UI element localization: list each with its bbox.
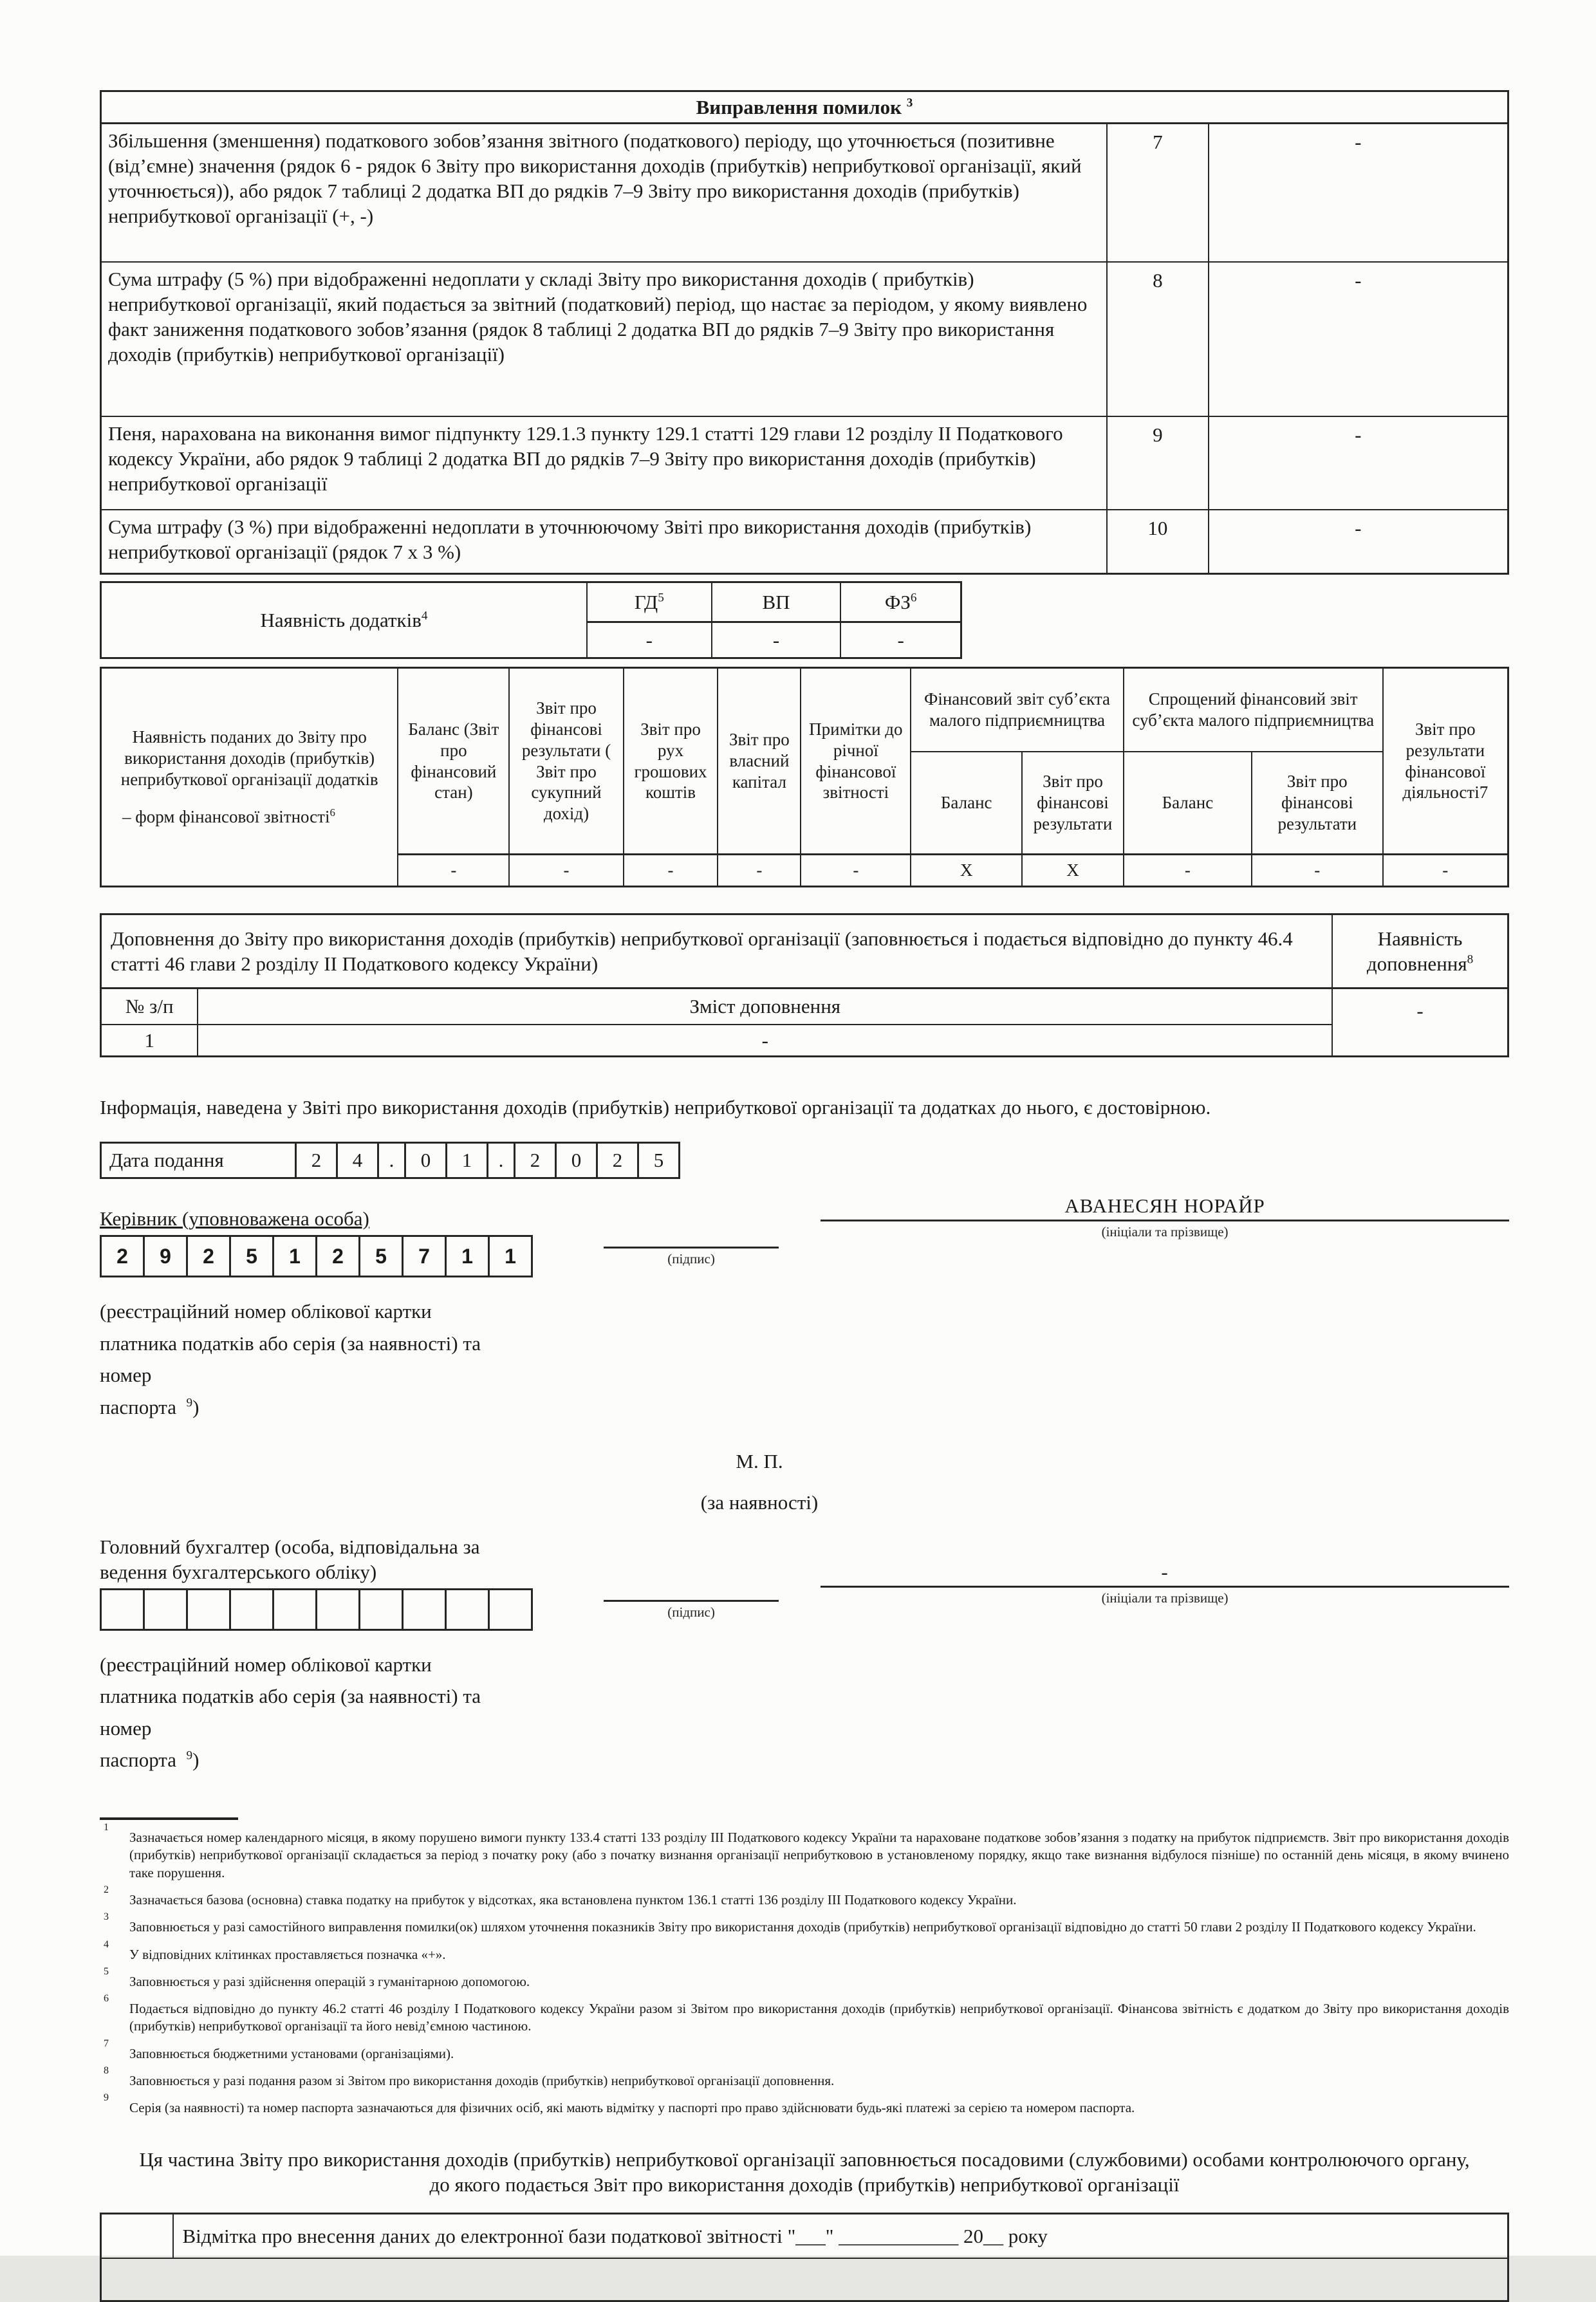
director-tax-id-cells <box>100 1235 533 1277</box>
date-cell: 2 <box>514 1144 555 1177</box>
accountant-signature-row <box>100 1560 1509 1776</box>
supplement-row-content: - <box>198 1025 1332 1057</box>
id-cell: 2 <box>186 1235 231 1277</box>
table-row <box>101 1025 1508 1057</box>
row-10-description: Сума штрафу (3 %) при відображенні недоплати в уточнюючому Звіті про використання доходів (прибутків) неприбуткової організації (рядок 7 х 3 %) <box>101 510 1108 574</box>
fin-value: X <box>1022 855 1124 887</box>
id-cell: 5 <box>229 1235 274 1277</box>
attachment-vp-value: - <box>712 622 841 658</box>
table-row <box>101 416 1508 510</box>
id-cell: 2 <box>100 1235 145 1277</box>
submission-date-label: Дата подання <box>109 1149 224 1172</box>
table-row <box>101 668 1508 752</box>
date-cell: . <box>377 1144 404 1177</box>
table-row <box>101 124 1508 262</box>
supplement-content-header: Зміст доповнення <box>198 989 1332 1025</box>
stamp-label: М. П. <box>736 1450 783 1473</box>
footnote: 5 Заповнюється у разі здійснення операцій з гуманітарною допомогою. <box>104 1965 530 1989</box>
id-cell <box>143 1588 188 1631</box>
id-cell: 7 <box>402 1235 447 1277</box>
row-9-code: 9 <box>1107 416 1208 510</box>
id-cell <box>100 1588 145 1631</box>
id-cell: 1 <box>488 1235 533 1277</box>
table-row <box>101 2258 1508 2301</box>
fin-value: - <box>1383 855 1508 887</box>
accuracy-statement: Інформація, наведена у Звіті про використання доходів (прибутків) неприбуткової організації та додатках до нього, є достовірною. <box>100 1096 1211 1119</box>
attachment-col-vp: ВП <box>712 582 841 622</box>
controlling-authority-note: Ця частина Звіту про використання доходів (прибутків) неприбуткової організації заповнюється посадовими (службовими) особами контролюючого органу, до якого подається Звіт про використання доходів (прибутків) неприбуткової організації <box>139 2148 1470 2196</box>
submission-date-row <box>100 1142 680 1179</box>
row-9-value: - <box>1209 416 1508 510</box>
row-10-value: - <box>1209 510 1508 574</box>
fin-value: - <box>509 855 623 887</box>
date-cell: 4 <box>336 1144 377 1177</box>
footnote: 9 Серія (за наявності) та номер паспорта зазначаються для фізичних осіб, які мають відмітку у паспорті про право здійснювати будь-які платежі за серією та номером паспорта. <box>104 2092 1135 2116</box>
fin-sub-balance-simplified: Баланс <box>1124 752 1252 855</box>
fin-value: X <box>911 855 1022 887</box>
fin-col-cashflow: Звіт про рух грошових коштів <box>624 668 718 855</box>
director-name-field <box>821 1193 1509 1240</box>
row-9-description: Пеня, нарахована на виконання вимог підпункту 129.1.3 пункту 129.1 статті 129 глави 12 розділу ІІ Податкового кодексу України, або рядок 9 таблиці 2 додатка ВП до рядків 7–9 Звіту про використання доходів (прибутків) неприбуткової організації <box>101 416 1108 510</box>
fin-sub-finres-small: Звіт про фінансові результати <box>1022 752 1124 855</box>
date-cell: 0 <box>555 1144 596 1177</box>
accountant-signature-field <box>604 1573 779 1620</box>
date-cell: 2 <box>295 1144 336 1177</box>
signature-caption: (підпис) <box>667 1604 715 1620</box>
corrections-table <box>100 90 1509 575</box>
supplement-description: Доповнення до Звіту про використання доходів (прибутків) неприбуткової організації (заповнюється і подається відповідно до пункту 46.4 статті 46 глави 2 розділу ІІ Податкового кодексу України) <box>101 914 1333 989</box>
id-cell <box>315 1588 360 1631</box>
id-cell <box>358 1588 404 1631</box>
director-id-caption: (реєстраційний номер облікової картки платника податків або серія (за наявності) та номер паспорта $^9$) <box>100 1300 481 1418</box>
table-row <box>101 262 1508 416</box>
director-signature-field <box>604 1220 779 1267</box>
fin-col-equity: Звіт про власний капітал <box>718 668 801 855</box>
fin-value: - <box>801 855 911 887</box>
id-cell <box>229 1588 274 1631</box>
supplement-presence-value: - <box>1332 989 1508 1057</box>
attachment-fz-value: - <box>840 622 961 658</box>
fin-col-balance: Баланс (Звіт про фінансовий стан) <box>398 668 509 855</box>
fin-value: - <box>718 855 801 887</box>
name-caption: (ініціали та прізвище) <box>1101 1590 1229 1606</box>
footnote: 6 Подається відповідно до пункту 46.2 статті 46 розділу І Податкового кодексу України разом зі Звітом про використання доходів (прибутків) неприбуткової організації. Фінансова звітність є додатком до Звіту про використання доходів (прибутків) неприбуткової організації та його невід’ємною частиною. <box>104 1993 1509 2034</box>
footnote: 2 Зазначається базова (основна) ставка податку на прибуток у відсотках, яка встановлена пунктом 136.1 статті 136 розділу ІІІ Податкового кодексу України. <box>104 1884 1017 1908</box>
id-cell: 5 <box>358 1235 404 1277</box>
fin-value: - <box>624 855 718 887</box>
name-caption: (ініціали та прізвище) <box>1101 1224 1229 1240</box>
fin-sub-finres-simplified: Звіт про фінансові результати <box>1252 752 1383 855</box>
fin-value: - <box>1252 855 1383 887</box>
supplement-table <box>100 913 1509 1057</box>
supplement-row-number: 1 <box>101 1025 198 1057</box>
registry-mark-empty-cell <box>101 2258 1508 2301</box>
table-row <box>101 510 1508 574</box>
row-8-value: - <box>1209 262 1508 416</box>
fin-value: - <box>1124 855 1252 887</box>
id-cell <box>272 1588 317 1631</box>
fin-col-finresults: Звіт про фінансові результати ( Звіт про сукупний дохід) <box>509 668 623 855</box>
accountant-id-caption: (реєстраційний номер облікової картки платника податків або серія (за наявності) та номер паспорта $^9$) <box>100 1653 481 1772</box>
attachment-gd-value: - <box>587 622 712 658</box>
accountant-name-field <box>821 1559 1509 1606</box>
attachments-label: Наявність додатків$^4$ <box>101 582 587 658</box>
fin-col-budget-results: Звіт про результати фінансової діяльності7 <box>1383 668 1508 855</box>
accountant-name: - <box>1161 1560 1169 1583</box>
id-cell <box>402 1588 447 1631</box>
id-cell <box>445 1588 490 1631</box>
fin-col-notes: Примітки до річної фінансової звітності <box>801 668 911 855</box>
corrections-title: Виправлення помилок $^3$ <box>101 91 1508 124</box>
date-cell: 5 <box>637 1144 678 1177</box>
table-row <box>101 914 1508 989</box>
footnote: 3 Заповнюється у разі самостійного виправлення помилки(ок) шляхом уточнення показників Звіту про використання доходів (прибутків) неприбуткової організації відповідно до статті 50 глави 2 розділу ІІ Податкового кодексу України. <box>104 1911 1476 1935</box>
footnotes <box>100 1822 1509 2117</box>
date-cell: 0 <box>404 1144 445 1177</box>
id-cell: 1 <box>272 1235 317 1277</box>
id-cell: 1 <box>445 1235 490 1277</box>
footnotes-separator <box>100 1817 238 1820</box>
footnote: 4 У відповідних клітинках проставляється позначка «+». <box>104 1938 446 1962</box>
accountant-title: Головний бухгалтер (особа, відповідальна за ведення бухгалтерського обліку) <box>100 1535 480 1583</box>
fin-forms-row-label: Наявність поданих до Звіту про використання доходів (прибутків) неприбуткової організації додатків – форм фінансової звітності$^6$ <box>101 668 398 887</box>
date-cell: 1 <box>445 1144 487 1177</box>
row-8-code: 8 <box>1107 262 1208 416</box>
id-cell: 9 <box>143 1235 188 1277</box>
attachment-col-gd: $ГД^5$ <box>587 582 712 622</box>
accountant-tax-id-cells <box>100 1588 533 1631</box>
registry-mark-checkbox-cell <box>101 2213 173 2258</box>
id-cell <box>488 1588 533 1631</box>
footnote: 8 Заповнюється у разі подання разом зі Звітом про використання доходів (прибутків) неприбуткової організації доповнення. <box>104 2065 835 2088</box>
table-row <box>101 989 1508 1025</box>
id-cell <box>186 1588 231 1631</box>
fin-group-simplified: Спрощений фінансовий звіт суб’єкта малого підприємництва <box>1124 668 1383 752</box>
registry-mark-label: Відмітка про внесення даних до електронної бази податкової звітності "___" ____________ 20__ року <box>173 2213 1508 2258</box>
financial-forms-table <box>100 667 1509 887</box>
table-row <box>101 2213 1508 2258</box>
row-7-description: Збільшення (зменшення) податкового зобов’язання звітного (податкового) періоду, що уточнюється (позитивне (від’ємне) значення (рядок 6 - рядок 6 Звіту про використання доходів (прибутків) неприбуткової організації, який уточнюється)), або рядок 7 таблиці 2 додатка ВП до рядків 7–9 Звіту про використання доходів (прибутків) неприбуткової організації (+, -) <box>101 124 1108 262</box>
registry-mark-table <box>100 2213 1509 2302</box>
row-10-code: 10 <box>1107 510 1208 574</box>
stamp-placeholder <box>579 1449 940 1514</box>
director-title: Керівник (уповноважена особа) <box>100 1207 369 1230</box>
footnote: 7 Заповнюється бюджетними установами (організаціями). <box>104 2037 454 2061</box>
supplement-num-header: № з/п <box>101 989 198 1025</box>
date-cell: . <box>487 1144 514 1177</box>
signature-caption: (підпис) <box>667 1251 715 1267</box>
attachments-table <box>100 581 962 659</box>
row-7-value: - <box>1209 124 1508 262</box>
fin-group-small-business: Фінансовий звіт суб’єкта малого підприємництва <box>911 668 1124 752</box>
footnote: 1 Зазначається номер календарного місяця, в якому порушено вимоги пункту 133.4 статті 133 розділу ІІІ Податкового кодексу України та нараховане податкове зобов’язання з податку на прибуток підприємств. Звіт про використання доходів (прибутків) неприбуткової організації складається за період з початку року (або з початку визнання організації неприбутковою в установленому порядку, якщо таке визнання відбулося пізніше) по останній день місяця, в якому вчинено таке порушення. <box>104 1822 1509 1880</box>
date-cell: 2 <box>596 1144 637 1177</box>
supplement-presence-label: Наявність доповнення$^8$ <box>1332 914 1508 989</box>
director-name: АВАНЕСЯН НОРАЙР <box>1064 1194 1265 1218</box>
stamp-note: (за наявності) <box>700 1490 819 1514</box>
attachment-col-fz: $ФЗ^6$ <box>840 582 961 622</box>
row-8-description: Сума штрафу (5 %) при відображенні недоплати у складі Звіту про використання доходів ( прибутків) неприбуткової організації, який подається за звітний (податковий) період, що настає за періодом, у якому виявлено факт заниження податкового зобов’язання (рядок 8 таблиці 2 додатка ВП до рядків 7–9 Звіту про використання доходів (прибутків) неприбуткової організації) <box>101 262 1108 416</box>
fin-sub-balance-small: Баланс <box>911 752 1022 855</box>
fin-value: - <box>398 855 509 887</box>
id-cell: 2 <box>315 1235 360 1277</box>
row-7-code: 7 <box>1107 124 1208 262</box>
table-row <box>101 582 961 622</box>
